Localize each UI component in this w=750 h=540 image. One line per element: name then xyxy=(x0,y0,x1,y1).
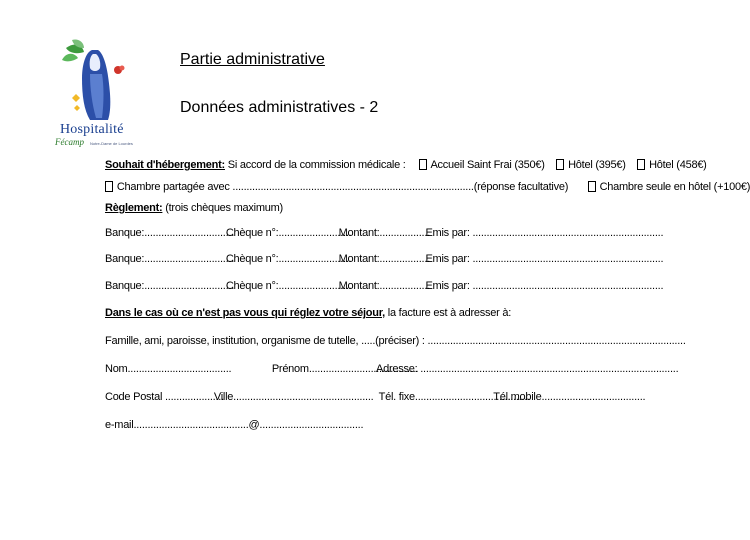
logo-tagline: Notre-Dame de Lourdes xyxy=(90,141,133,146)
nom-row xyxy=(105,361,678,377)
reglement-label: Règlement: xyxy=(105,202,163,214)
nom-field[interactable]: Nom..................................... xyxy=(105,363,232,375)
hospitalite-logo xyxy=(52,38,144,154)
prenom-field[interactable]: Prénom....................................... xyxy=(271,363,419,375)
ville-row xyxy=(105,389,645,405)
famille-field[interactable]: Famille, ami, paroisse, institution, organisme de tutelle, .....(préciser) : ............................................................................................ xyxy=(105,335,686,347)
email-field[interactable]: e-mail.........................................@..................................... xyxy=(105,419,364,431)
option-chambre-seule: Chambre seule en hôtel (+100€) xyxy=(599,181,750,193)
banque-row-1 xyxy=(105,225,663,241)
cheque-field[interactable]: Chèque n°:.......................... xyxy=(225,280,352,292)
option-hotel-395: Hôtel (395€) xyxy=(568,159,626,171)
ville-field[interactable]: Ville.................................................. xyxy=(213,391,374,403)
logo-subtitle: Fécamp xyxy=(55,137,84,147)
montant-field[interactable]: Montant:.................. xyxy=(338,280,430,292)
banque-field[interactable]: Banque:................................ xyxy=(105,253,235,265)
checkbox-hotel-395[interactable] xyxy=(556,159,564,170)
reglement-text: (trois chèques maximum) xyxy=(162,202,283,214)
chambre-row xyxy=(105,179,750,195)
checkbox-chambre-partagee[interactable] xyxy=(105,181,113,192)
reglement-row xyxy=(105,200,283,216)
hebergement-row xyxy=(105,157,707,173)
cheque-field[interactable]: Chèque n°:.......................... xyxy=(225,227,352,239)
adresse-field[interactable]: Adresse: ............................................................................................ xyxy=(376,363,679,375)
checkbox-saint-frai[interactable] xyxy=(419,159,427,170)
emis-par-field[interactable]: Emis par: .................................................................... xyxy=(425,280,664,292)
page-title: Partie administrative xyxy=(180,51,325,68)
cheque-field[interactable]: Chèque n°:.......................... xyxy=(225,253,352,265)
option-hotel-458: Hôtel (458€) xyxy=(649,159,707,171)
hebergement-text: Si accord de la commission médicale : xyxy=(227,159,406,171)
hebergement-label: Souhait d'hébergement: xyxy=(105,159,225,171)
banque-row-2 xyxy=(105,251,663,267)
checkbox-chambre-seule[interactable] xyxy=(588,181,596,192)
option-saint-frai: Accueil Saint Frai (350€) xyxy=(430,159,545,171)
emis-par-field[interactable]: Emis par: .................................................................... xyxy=(425,227,664,239)
montant-field[interactable]: Montant:.................. xyxy=(338,253,430,265)
facture-label: Dans le cas où ce n'est pas vous qui réglez votre séjour, xyxy=(105,307,385,319)
madonna-logo-icon xyxy=(52,38,144,122)
tel-mobile-field[interactable]: Tél.mobile..................................... xyxy=(493,391,646,403)
banque-field[interactable]: Banque:................................ xyxy=(105,280,235,292)
logo-name: Hospitalité xyxy=(60,122,124,137)
page-subtitle: Données administratives - 2 xyxy=(180,99,379,116)
tel-fixe-field[interactable]: Tél. fixe......................................... xyxy=(378,391,530,403)
montant-field[interactable]: Montant:.................. xyxy=(338,227,430,239)
famille-row xyxy=(105,333,686,349)
facture-row xyxy=(105,305,511,321)
banque-row-3 xyxy=(105,278,663,294)
facture-text: la facture est à adresser à: xyxy=(384,307,512,319)
banque-field[interactable]: Banque:................................ xyxy=(105,227,235,239)
code-postal-field[interactable]: Code Postal ..................... xyxy=(105,391,224,403)
option-chambre-partagee: Chambre partagée avec ......................................................................................(réponse facultative) xyxy=(116,181,569,193)
email-row xyxy=(105,417,363,433)
emis-par-field[interactable]: Emis par: .................................................................... xyxy=(425,253,664,265)
checkbox-hotel-458[interactable] xyxy=(637,159,645,170)
